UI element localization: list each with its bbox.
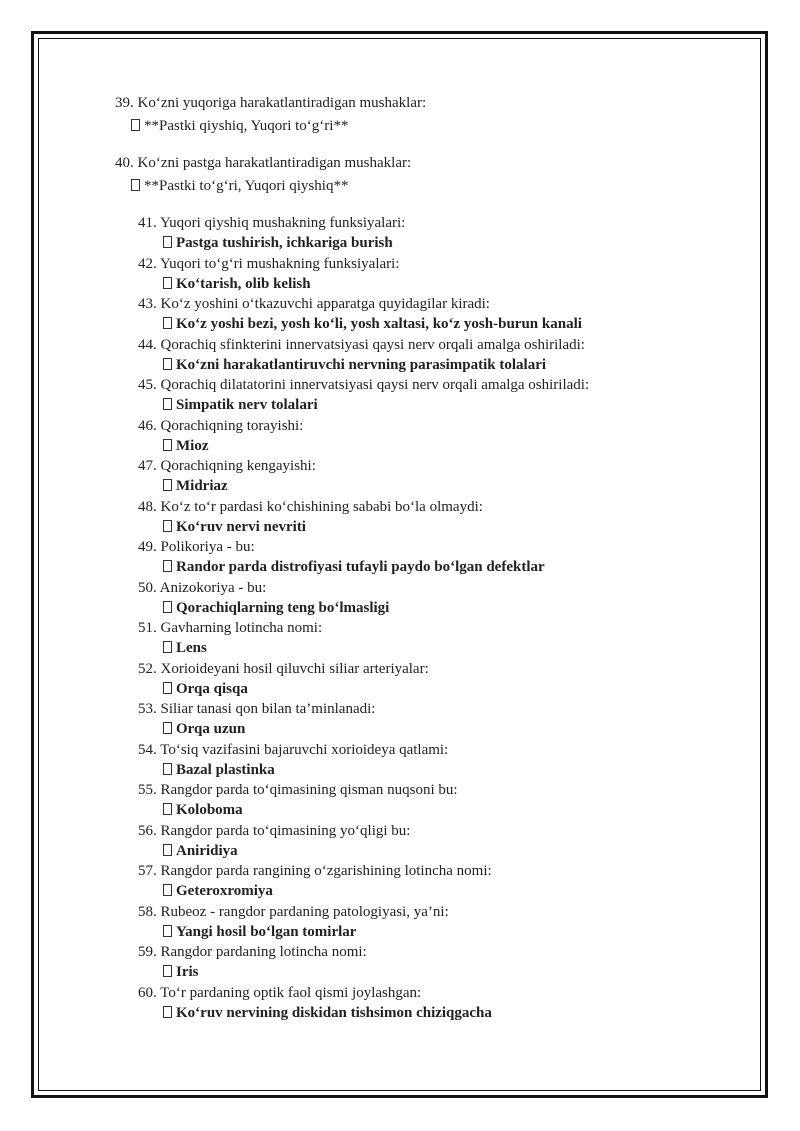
- missing-glyph-icon: [163, 763, 172, 775]
- answer-text: **Pastki toʻgʻri, Yuqori qiyshiq**: [144, 178, 349, 194]
- question-text: [138, 902, 449, 922]
- answer-text: Mioz: [176, 437, 209, 454]
- question-label: Yuqori qiyshiq mushakning funksiyalari:: [156, 215, 406, 231]
- question-label: Koʻzni pastga harakatlantiradigan mushaklar:: [133, 155, 412, 171]
- question-number: 57.: [138, 863, 157, 879]
- missing-glyph-icon: [131, 179, 140, 191]
- question-number: 44.: [138, 336, 157, 353]
- question-text: [138, 456, 316, 476]
- missing-glyph-icon: [163, 520, 172, 532]
- question-number: 40.: [115, 155, 134, 171]
- missing-glyph-icon: [163, 641, 172, 653]
- question-number: 50.: [138, 579, 157, 596]
- answer-text: Koʻruv nervi nevriti: [176, 518, 306, 535]
- question-label: Qorachiq sfinkterini innervatsiyasi qaysi nerv orqali amalga oshiriladi:: [156, 336, 585, 353]
- answer-text: Randor parda distrofiyasi tufayli paydo boʻlgan defektlar: [176, 559, 545, 575]
- question-label: Toʻsiq vazifasini bajaruvchi xorioideya qatlami:: [156, 741, 449, 758]
- question-label: Siliar tanasi qon bilan ta’minlanadi:: [156, 701, 376, 717]
- answer-text: Midriaz: [176, 478, 228, 494]
- question-text: [138, 254, 400, 274]
- answer-text: Pastga tushirish, ichkariga burish: [176, 235, 393, 251]
- question-text: [138, 983, 421, 1003]
- question-number: 59.: [138, 944, 157, 960]
- answer-text: Orqa qisqa: [176, 680, 248, 697]
- question-text: [138, 537, 255, 557]
- answer-text: Koʻtarish, olib kelish: [176, 275, 311, 292]
- answer-text: Koʻzni harakatlantiruvchi nervning parasimpatik tolalari: [176, 356, 547, 373]
- answer-text: Bazal plastinka: [176, 761, 275, 778]
- answer-text: Iris: [176, 964, 199, 980]
- question-number: 42.: [138, 255, 157, 272]
- answer-row: [163, 719, 245, 739]
- answer-row: [163, 638, 207, 658]
- answer-row: [163, 922, 356, 942]
- missing-glyph-icon: [163, 803, 172, 815]
- question-label: Gavharning lotincha nomi:: [156, 620, 323, 636]
- missing-glyph-icon: [163, 844, 172, 856]
- answer-text: **Pastki qiyshiq, Yuqori toʻgʻri**: [144, 118, 349, 134]
- question-label: Rangdor parda toʻqimasining qisman nuqsoni bu:: [156, 782, 458, 798]
- answer-text: Koʻz yoshi bezi, yosh koʻli, yosh xaltasi, koʻz yosh-burun kanali: [176, 316, 582, 332]
- answer-row: [163, 598, 389, 618]
- answer-row: [131, 176, 348, 196]
- missing-glyph-icon: [163, 722, 172, 734]
- question-text: [138, 578, 266, 598]
- question-number: 49.: [138, 539, 157, 555]
- question-label: Xorioideyani hosil qiluvchi siliar arteriyalar:: [156, 660, 429, 677]
- missing-glyph-icon: [163, 479, 172, 491]
- question-text: [138, 942, 367, 962]
- question-number: 55.: [138, 782, 157, 798]
- question-number: 54.: [138, 741, 157, 758]
- question-label: Qorachiq dilatatorini innervatsiyasi qaysi nerv orqali amalga oshiriladi:: [156, 377, 590, 393]
- answer-text: Lens: [176, 640, 207, 656]
- question-text: [115, 93, 426, 113]
- answer-row: [163, 476, 228, 496]
- answer-row: [163, 314, 582, 334]
- missing-glyph-icon: [163, 884, 172, 896]
- missing-glyph-icon: [131, 119, 140, 131]
- question-label: Koʻz yoshini oʻtkazuvchi apparatga quyidagilar kiradi:: [156, 296, 490, 312]
- question-label: Yuqori toʻgʻri mushakning funksiyalari:: [156, 255, 400, 272]
- question-number: 60.: [138, 984, 157, 1001]
- question-label: Rangdor parda toʻqimasining yoʻqligi bu:: [156, 822, 411, 839]
- question-text: [138, 497, 483, 517]
- answer-row: [163, 517, 306, 537]
- answer-row: [163, 274, 311, 294]
- question-number: 52.: [138, 660, 157, 677]
- answer-row: [163, 679, 248, 699]
- answer-text: Yangi hosil boʻlgan tomirlar: [176, 923, 357, 940]
- question-label: Polikoriya - bu:: [156, 539, 255, 555]
- question-number: 46.: [138, 417, 157, 434]
- question-number: 48.: [138, 498, 157, 515]
- question-label: Rubeoz - rangdor pardaning patologiyasi, ya’ni:: [156, 903, 449, 920]
- answer-row: [163, 881, 273, 901]
- missing-glyph-icon: [163, 277, 172, 289]
- missing-glyph-icon: [163, 925, 172, 937]
- missing-glyph-icon: [163, 439, 172, 451]
- question-text: [138, 740, 448, 760]
- answer-text: Aniridiya: [176, 842, 238, 859]
- question-number: 41.: [138, 215, 157, 231]
- answer-row: [131, 116, 348, 136]
- answer-row: [163, 436, 208, 456]
- question-label: Koʻzni yuqoriga harakatlantiradigan mushaklar:: [133, 95, 427, 111]
- question-label: Anizokoriya - bu:: [156, 579, 267, 596]
- missing-glyph-icon: [163, 236, 172, 248]
- question-number: 51.: [138, 620, 157, 636]
- question-text: [138, 699, 375, 719]
- answer-row: [163, 355, 546, 375]
- question-text: [138, 375, 589, 395]
- question-number: 56.: [138, 822, 157, 839]
- question-text: [138, 659, 429, 679]
- answer-row: [163, 800, 243, 820]
- answer-row: [163, 760, 275, 780]
- question-text: [138, 618, 322, 638]
- question-text: [138, 294, 490, 314]
- question-text: [138, 821, 410, 841]
- missing-glyph-icon: [163, 965, 172, 977]
- question-label: Rangdor parda rangining oʻzgarishining lotincha nomi:: [156, 863, 492, 879]
- missing-glyph-icon: [163, 1006, 172, 1018]
- answer-row: [163, 962, 199, 982]
- missing-glyph-icon: [163, 682, 172, 694]
- missing-glyph-icon: [163, 601, 172, 613]
- question-number: 39.: [115, 95, 134, 111]
- question-text: [138, 780, 458, 800]
- answer-text: Qorachiqlarning teng boʻlmasligi: [176, 599, 390, 616]
- answer-row: [163, 841, 238, 861]
- answer-row: [163, 557, 545, 577]
- question-number: 47.: [138, 458, 157, 474]
- question-text: [138, 416, 303, 436]
- answer-text: Koloboma: [176, 802, 243, 818]
- question-text: [138, 213, 405, 233]
- answer-text: Simpatik nerv tolalari: [176, 397, 318, 413]
- answer-text: Orqa uzun: [176, 721, 246, 737]
- answer-row: [163, 395, 318, 415]
- question-text: [138, 335, 585, 355]
- question-text: [138, 861, 492, 881]
- question-label: Qorachiqning kengayishi:: [156, 458, 316, 474]
- answer-text: Geteroxromiya: [176, 883, 273, 899]
- missing-glyph-icon: [163, 560, 172, 572]
- question-label: Koʻz toʻr pardasi koʻchishining sababi boʻla olmaydi:: [156, 498, 483, 515]
- answer-text: Koʻruv nervining diskidan tishsimon chiziqgacha: [176, 1004, 492, 1021]
- question-number: 53.: [138, 701, 157, 717]
- question-text: [115, 153, 411, 173]
- question-label: Rangdor pardaning lotincha nomi:: [156, 944, 367, 960]
- answer-row: [163, 1003, 492, 1023]
- question-number: 45.: [138, 377, 157, 393]
- answer-row: [163, 233, 393, 253]
- missing-glyph-icon: [163, 317, 172, 329]
- question-label: Qorachiqning torayishi:: [156, 417, 304, 434]
- question-number: 43.: [138, 296, 157, 312]
- missing-glyph-icon: [163, 358, 172, 370]
- question-number: 58.: [138, 903, 157, 920]
- question-label: Toʻr pardaning optik faol qismi joylashgan:: [156, 984, 422, 1001]
- missing-glyph-icon: [163, 398, 172, 410]
